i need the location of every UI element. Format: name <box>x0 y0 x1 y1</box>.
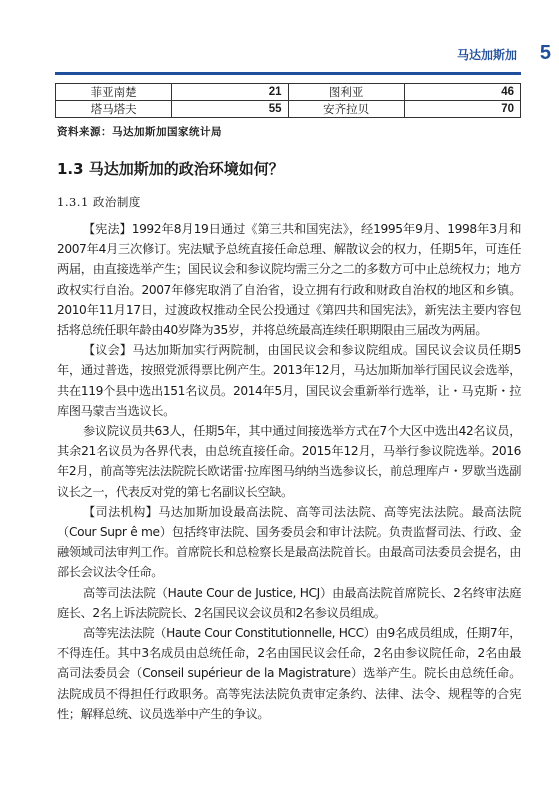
page-header <box>0 0 559 80</box>
table-cell: 安齐拉贝 <box>288 101 404 118</box>
population-table <box>55 83 521 118</box>
page-number: 5 <box>539 42 551 64</box>
source-note: 资料来源：马达加斯加国家统计局 <box>57 126 222 138</box>
table-cell: 菲亚南楚 <box>56 84 172 101</box>
header-rule <box>55 72 521 75</box>
table-row <box>56 84 521 101</box>
table-cell: 图利亚 <box>288 84 404 101</box>
paragraph-constitution: 【宪法】1992年8月19日通过《第三共和国宪法》，经1995年9月、1998年3月和2007年4月三次修订。宪法赋予总统直接任命总理、解散议会的权力，任期5年，可连任两届，由直接选举产生；国民议会和参议院均需三分之二的多数方可中止总统权力；地方政权实行自治。2007年修宪取消了自治省，设立拥有行政和财政自治权的地区和乡镇。2010年11月17日，过渡政权推动全民公投通过《第四共和国宪法》，新宪法主要内容包括将总统任职年龄由40岁降为35岁，并将总统最高连续任职期限由三届改为两届。 <box>57 222 521 338</box>
table-cell: 46 <box>404 84 520 101</box>
paragraph-judiciary: 【司法机构】马达加斯加设最高法院、高等司法法院、高等宪法法院。最高法院（Cour Supr ê me）包括终审法院、国务委员会和审计法院。负责监督司法、行政、金融领域司法审判工作。首席院长和总检察长是最高法院首长。由最高司法委员会提名，由部长会议法令任命。 <box>57 504 521 580</box>
subsection-heading: 1.3.1 政治制度 <box>57 195 141 209</box>
running-title: 马达加斯加 <box>456 48 517 62</box>
table-cell: 55 <box>172 101 288 118</box>
table-cell: 21 <box>172 84 288 101</box>
paragraph-hcc: 高等宪法法院（Haute Cour Constitutionnelle, HCC）由9名成员组成，任期7年，不得连任。其中3名成员由总统任命，2名由国民议会任命，2名由参议院任命，2名由最高司法委员会（Conseil supérieur de la Magistrature）选举产生。院长由总统任命。法院成员不得担任行政职务。高等宪法法院负责审定条约、法律、法令、规程等的合宪性；解释总统、议员选举中产生的争议。 <box>57 626 521 721</box>
table-cell: 塔马塔夫 <box>56 101 172 118</box>
body-text <box>57 219 521 724</box>
paragraph-hcj: 高等司法法院（Haute Cour de Justice, HCJ）由最高法院首席院长、2名终审法庭庭长、2名上诉法院院长、2名国民议会议员和2名参议员组成。 <box>57 585 521 620</box>
paragraph-parliament: 【议会】马达加斯加实行两院制，由国民议会和参议院组成。国民议会议员任期5年，通过普选，按照党派得票比例产生。2013年12月，马达加斯加举行国民议会选举，共在119个县中选出151名议员。2014年5月，国民议会重新举行选举，让・马克斯・拉库图马蒙吉当选议长。 <box>57 343 521 418</box>
section-heading: 1.3 马达加斯加的政治环境如何？ <box>57 160 284 178</box>
paragraph-senate: 参议院议员共63人，任期5年，其中通过间接选举方式在7个大区中选出42名议员，其余21名议员为各界代表，由总统直接任命。2015年12月，马举行参议院选举。2016年2月，前高等宪法法院院长欧诺雷·拉库图马纳纳当选参议长，前总理库卢・罗歇当选副议长之一，代表反对党的第七名副议长空缺。 <box>57 424 521 499</box>
table-row <box>56 101 521 118</box>
table-cell: 70 <box>404 101 520 118</box>
